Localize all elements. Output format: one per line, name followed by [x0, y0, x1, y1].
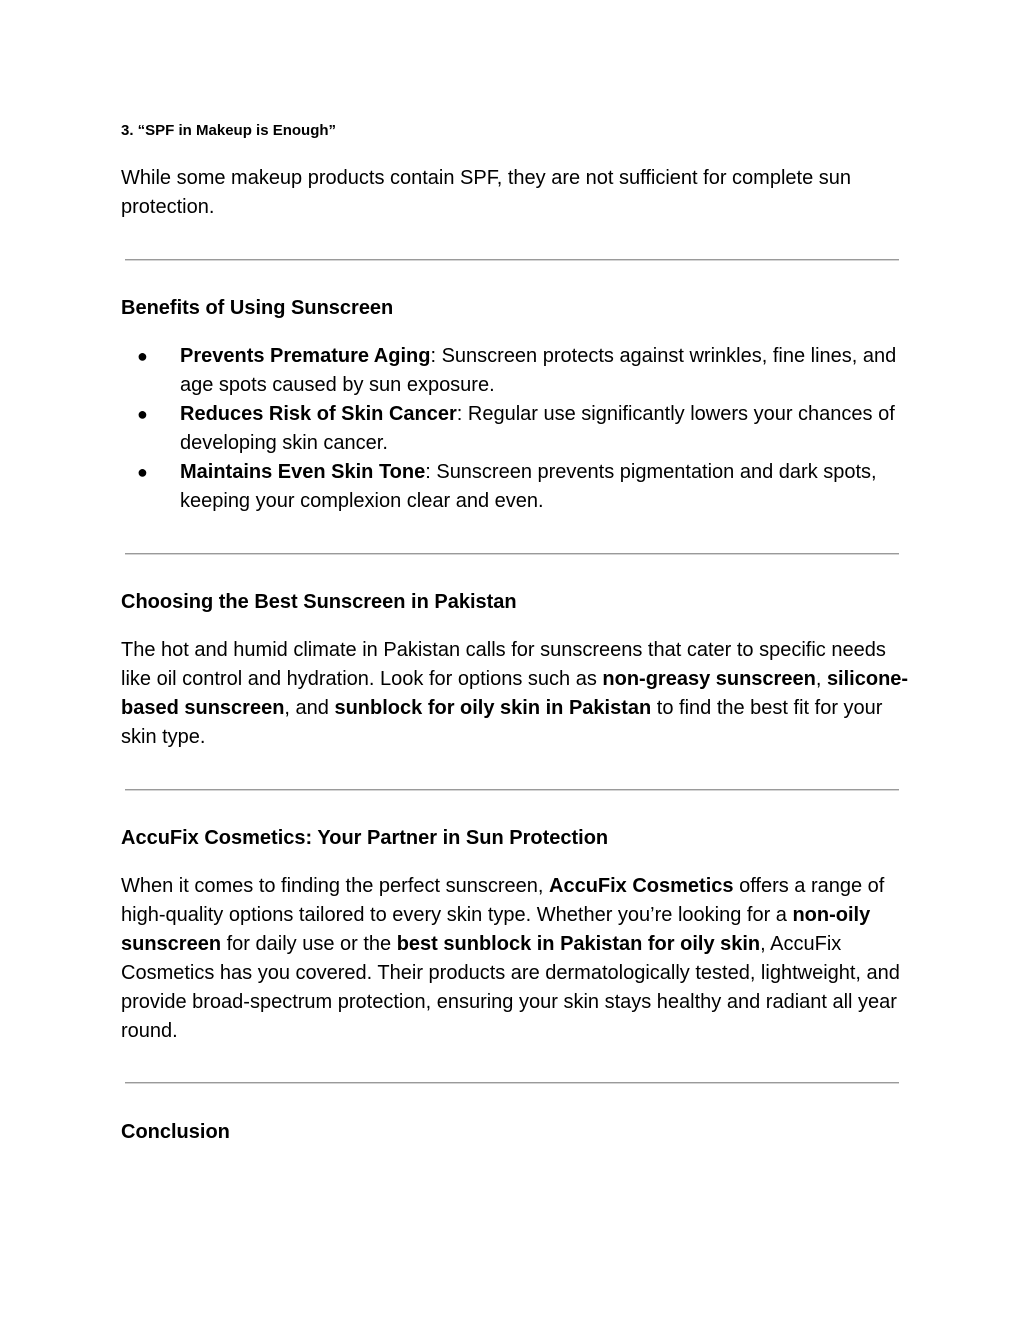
accufix-paragraph: When it comes to finding the perfect sunscreen, AccuFix Cosmetics offers a range of high-quality options tailored to every skin type. Whether you’re looking for a non-oily sunscreen for daily use or the best sunblock in Pakistan for oily skin, AccuFix Cosmetics has you covered. Their products are dermatologically tested, lightweight, and provide broad-spectrum protection, ensuring your skin stays healthy and radiant all year round. [121, 875, 900, 1042]
keyword-non-oily: non-oily sunscreen [121, 904, 871, 955]
choosing-heading: Choosing the Best Sunscreen in Pakistan [121, 591, 517, 613]
list-item [137, 458, 917, 516]
misconception-heading: 3. “SPF in Makeup is Enough” [121, 122, 337, 139]
list-item [137, 342, 917, 400]
keyword-sunblock-oily: sunblock for oily skin in Pakistan [334, 697, 652, 719]
accufix-heading: AccuFix Cosmetics: Your Partner in Sun Protection [121, 827, 609, 849]
list-item [137, 400, 917, 458]
benefits-list [137, 342, 917, 516]
keyword-non-greasy: non-greasy sunscreen [602, 668, 816, 690]
horizontal-divider [125, 553, 899, 555]
benefit-text: : Regular use significantly lowers your chances of developing skin cancer. [180, 403, 895, 454]
benefit-term: Maintains Even Skin Tone [180, 461, 426, 483]
keyword-silicone-based: silicone-based sunscreen [121, 668, 909, 719]
bullet-icon: ● [137, 346, 148, 366]
keyword-accufix: AccuFix Cosmetics [549, 875, 734, 897]
horizontal-divider [125, 789, 899, 791]
conclusion-heading: Conclusion [121, 1121, 230, 1143]
benefits-heading: Benefits of Using Sunscreen [121, 297, 394, 319]
benefit-text: : Sunscreen prevents pigmentation and dark spots, keeping your complexion clear and even. [180, 461, 877, 512]
benefit-text: : Sunscreen protects against wrinkles, fine lines, and age spots caused by sun exposure. [180, 345, 897, 396]
horizontal-divider [125, 1082, 899, 1084]
bullet-icon: ● [137, 404, 148, 424]
misconception-paragraph: While some makeup products contain SPF, they are not sufficient for complete sun protection. [121, 167, 851, 218]
keyword-best-sunblock: best sunblock in Pakistan for oily skin [396, 933, 761, 955]
benefit-term: Prevents Premature Aging [180, 345, 431, 367]
benefit-term: Reduces Risk of Skin Cancer [180, 403, 457, 425]
choosing-paragraph: The hot and humid climate in Pakistan calls for sunscreens that cater to specific needs like oil control and hydration. Look for options such as non-greasy sunscreen, silicone-based sunscreen, and sunblock for oily skin in Pakistan to find the best fit for your skin type. [121, 639, 909, 748]
horizontal-divider [125, 259, 899, 261]
bullet-icon: ● [137, 462, 148, 482]
